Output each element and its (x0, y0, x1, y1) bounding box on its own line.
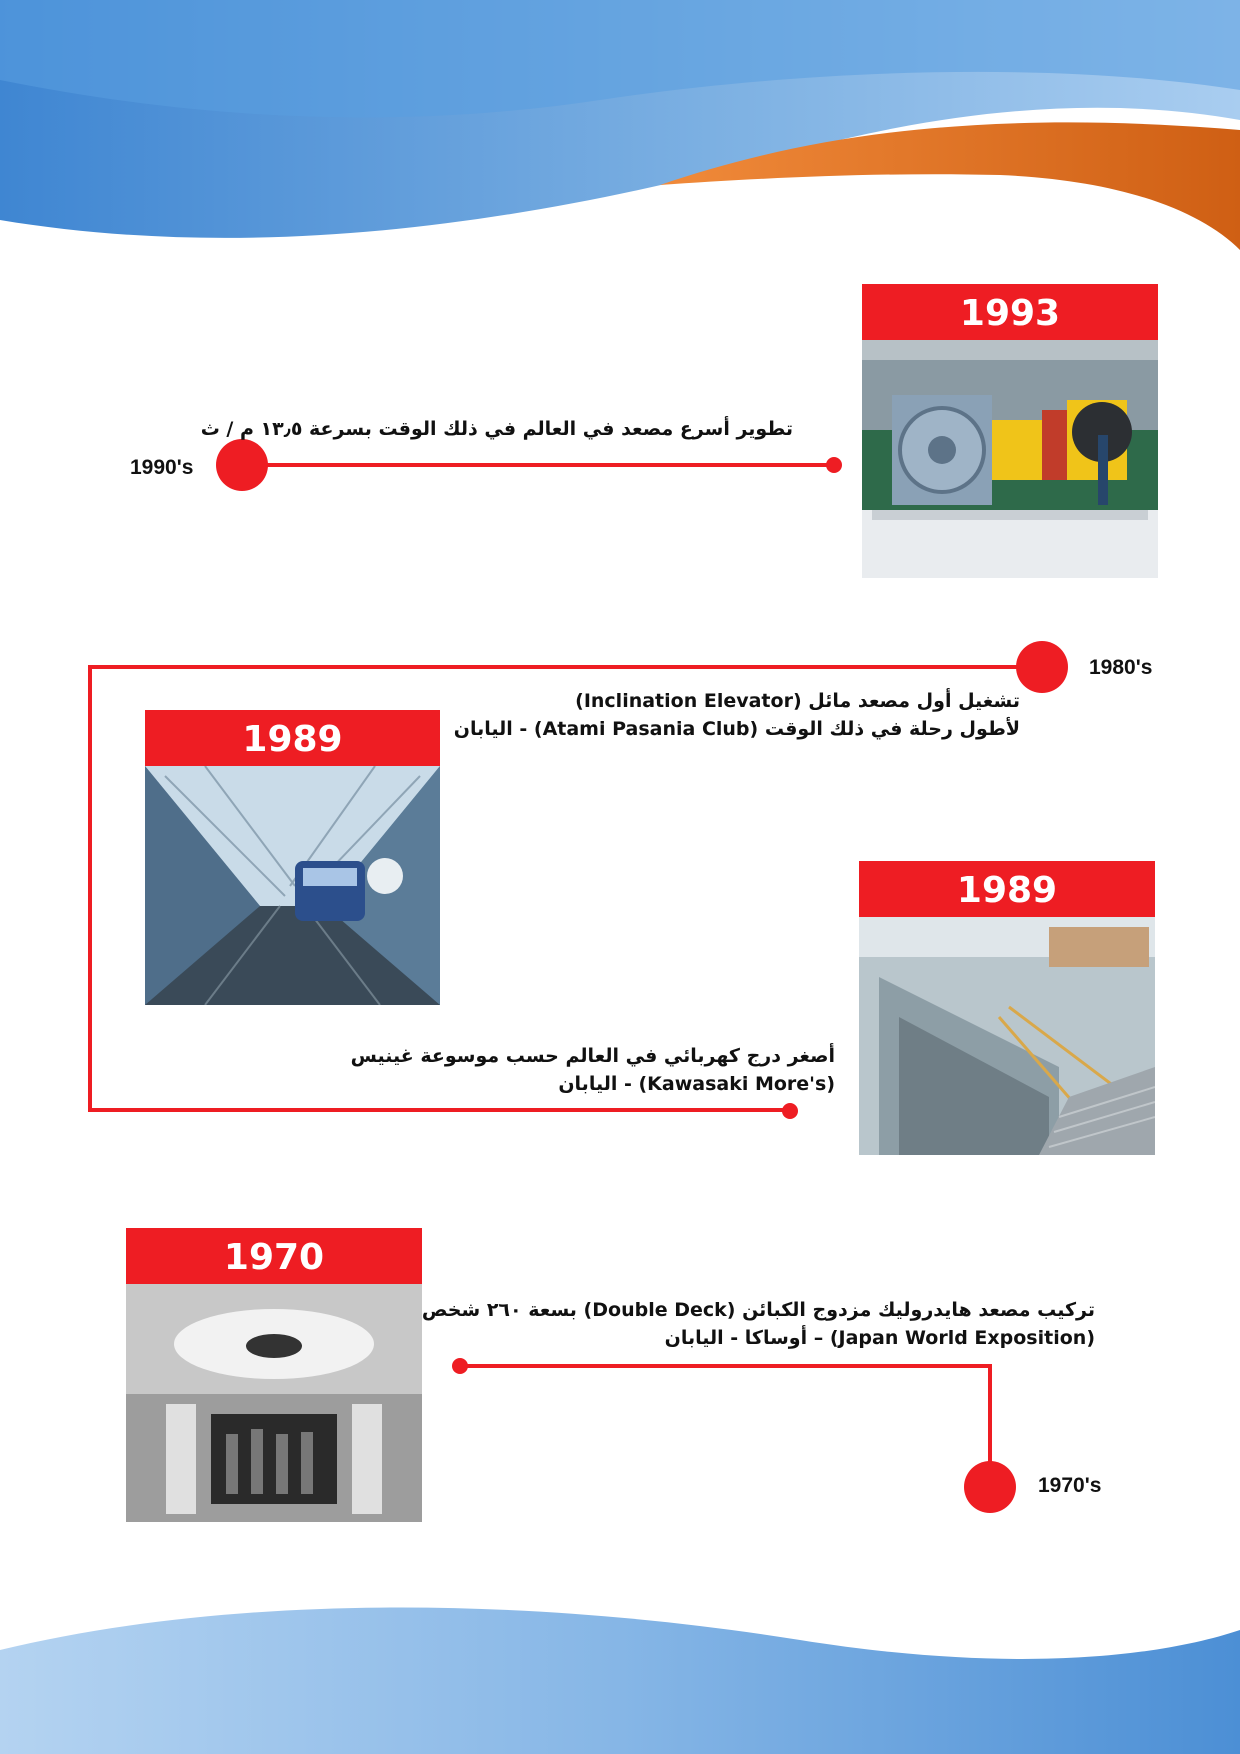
end-dot (826, 457, 842, 473)
event-text-1993: تطوير أسرع مصعد في العالم في ذلك الوقت بسرعة ١٣٫٥ م / ث (200, 418, 793, 440)
event-card-1970 (126, 1228, 422, 1522)
year-header: 1989 (859, 861, 1155, 917)
escalator-photo (859, 917, 1155, 1155)
end-dot (782, 1103, 798, 1119)
decade-label-1970s: 1970's (1038, 1474, 1102, 1497)
event-card-1989-escalator (859, 861, 1155, 1155)
decade-dot-1990s (216, 439, 268, 491)
year-header: 1970 (126, 1228, 422, 1284)
event-text-1989-inclined-elevator: تشغيل أول مصعد مائل (Inclination Elevator) لأطول رحلة في ذلك الوقت (Atami Pasania Club) - اليابان (453, 690, 1020, 740)
double-deck-elevator-photo (126, 1284, 422, 1522)
decade-dot-1980s (1016, 641, 1068, 693)
event-card-1989-inclined-elevator (145, 710, 440, 1005)
decade-dot-1970s (964, 1461, 1016, 1513)
year-header: 1993 (862, 284, 1158, 340)
event-text-1989-escalator: أصغر درج كهربائي في العالم حسب موسوعة غينيس (Kawasaki More's) - اليابان (350, 1045, 835, 1095)
year-header: 1989 (145, 710, 440, 766)
inclined-elevator-photo (145, 766, 440, 1005)
event-card-1993 (862, 284, 1158, 578)
elevator-machine-photo (862, 340, 1158, 578)
event-text-1970: تركيب مصعد هايدروليك مزدوج الكبائن (Double Deck) بسعة ٢٦٠ شخص (Japan World Exposition) – أوساكا - اليابان (421, 1299, 1095, 1349)
decade-label-1990s: 1990's (130, 456, 194, 479)
end-dot (452, 1358, 468, 1374)
decade-label-1980s: 1980's (1089, 656, 1153, 679)
